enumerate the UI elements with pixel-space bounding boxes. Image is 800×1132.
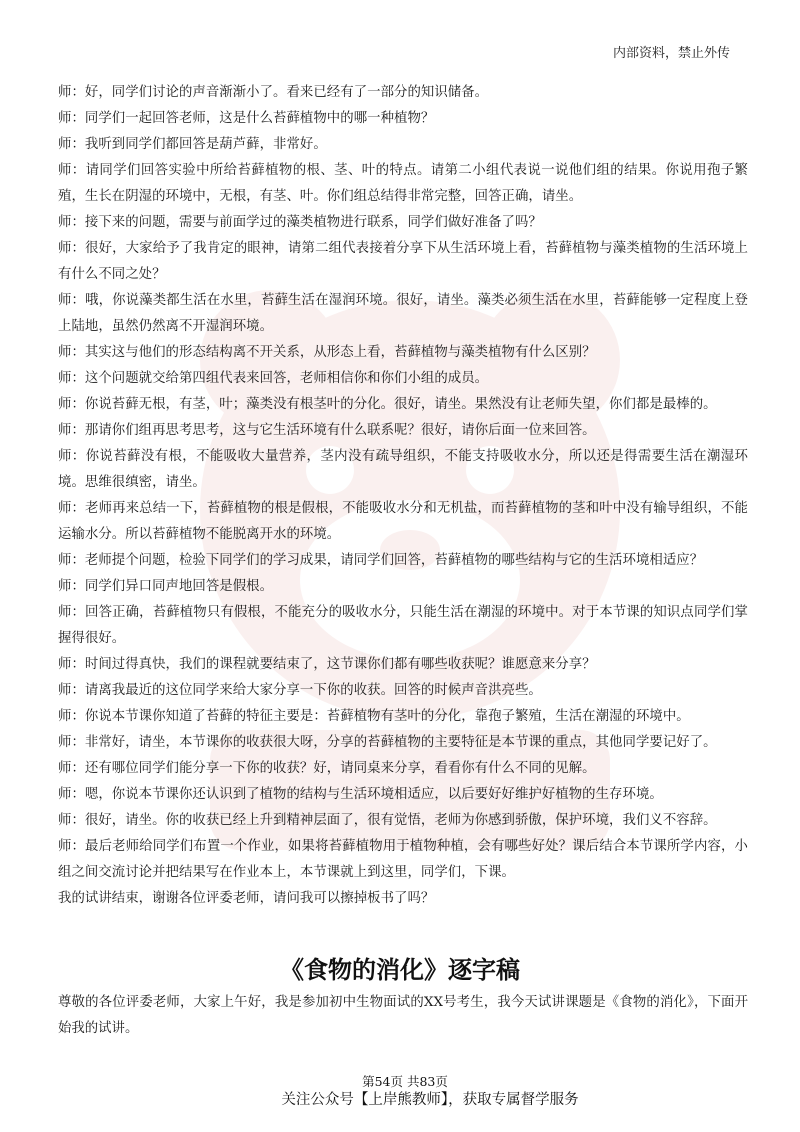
transcript-line: 师：我听到同学们都回答是葫芦藓，非常好。	[58, 137, 327, 152]
footer-promo: 关注公众号【上岸熊教师】，获取专属督学服务	[281, 1092, 579, 1108]
transcript-line: 师：那请你们组再思考思考，这与它生活环境有什么联系呢？很好，请你后面一位来回答。	[58, 423, 596, 438]
transcript-line: 师：很好，大家给予了我肯定的眼神，请第二组代表接着分享下从生活环境上看，苔藓植物与藻类植物的生活环境上有什么不同之处？	[58, 241, 748, 282]
transcript-line: 师：老师再来总结一下，苔藓植物的根是假根，不能吸收水分和无机盐，而苔藓植物的茎和叶中没有输导组织，不能运输水分。所以苔藓植物不能脱离开水的环境。	[58, 501, 748, 542]
transcript-line: 师：请同学们回答实验中所给苔藓植物的根、茎、叶的特点。请第二小组代表说一说他们组的结果。你说用孢子繁殖，生长在阴湿的环境中，无根，有茎、叶。你们组总结得非常完整，回答正确，请坐。	[58, 163, 748, 204]
transcript-line: 师：老师提个问题，检验下同学们的学习成果，请同学们回答，苔藓植物的哪些结构与它的生活环境相适应？	[58, 553, 704, 568]
transcript-line: 师：同学们异口同声地回答是假根。	[58, 579, 274, 594]
transcript-line: 师：同学们一起回答老师，这是什么苔藓植物中的哪一种植物？	[58, 111, 435, 126]
transcript-line: 师：非常好，请坐，本节课你的收获很大呀，分享的苔藓植物的主要特征是本节课的重点，其他同学要记好了。	[58, 735, 717, 750]
transcript-line: 师：你说苔藓无根，有茎，叶；藻类没有根茎叶的分化。很好，请坐。果然没有让老师失望，你们都是最棒的。	[58, 397, 717, 412]
transcript-line: 师：请离我最近的这位同学来给大家分享一下你的收获。回答的时候声音洪亮些。	[58, 683, 542, 698]
transcript-line: 师：这个问题就交给第四组代表来回答，老师相信你和你们小组的成员。	[58, 371, 489, 386]
transcript-line: 师：哦，你说藻类都生活在水里，苔藓生活在湿润环境。很好，请坐。藻类必须生活在水里，苔藓能够一定程度上登上陆地，虽然仍然离不开湿润环境。	[58, 293, 748, 334]
transcript-line: 师：你说苔藓没有根，不能吸收大量营养，茎内没有疏导组织，不能支持吸收水分，所以还是得需要生活在潮湿环境。思维很缜密，请坐。	[58, 449, 748, 490]
transcript-line: 师：很好，请坐。你的收获已经上升到精神层面了，很有觉悟，老师为你感到骄傲，保护环境，我们义不容辞。	[58, 813, 717, 828]
transcript-body	[58, 80, 748, 912]
transcript-line: 师：其实这与他们的形态结构离不开关系，从形态上看，苔藓植物与藻类植物有什么区别？	[58, 345, 596, 360]
confidential-note: 内部资料，禁止外传	[612, 46, 730, 61]
transcript-line: 师：还有哪位同学们能分享一下你的收获？好，请同桌来分享，看看你有什么不同的见解。	[58, 761, 596, 776]
transcript-line: 师：最后老师给同学们布置一个作业，如果将苔藓植物用于植物种植，会有哪些好处？课后结合本节课所学内容，小组之间交流讨论并把结果写在作业本上，本节课就上到这里，同学们，下课。	[58, 839, 748, 880]
section-title: 《食物的消化》逐字稿	[280, 955, 520, 984]
page-number: 第54页 共83页	[362, 1074, 448, 1089]
section-intro: 尊敬的各位评委老师，大家上午好，我是参加初中生物面试的XX号考生，我今天试讲课题是《食物的消化》，下面开始我的试讲。	[58, 995, 748, 1036]
transcript-line: 师：好，同学们讨论的声音渐渐小了。看来已经有了一部分的知识储备。	[58, 85, 489, 100]
transcript-line: 师：嗯，你说本节课你还认识到了植物的结构与生活环境相适应，以后要好好维护好植物的生存环境。	[58, 787, 663, 802]
transcript-line: 师：你说本节课你知道了苔藓的特征主要是：苔藓植物有茎叶的分化，靠孢子繁殖，生活在潮湿的环境中。	[58, 709, 690, 724]
transcript-line: 师：接下来的问题，需要与前面学过的藻类植物进行联系，同学们做好准备了吗？	[58, 215, 542, 230]
transcript-closing: 我的试讲结束，谢谢各位评委老师，请问我可以擦掉板书了吗？	[58, 891, 435, 906]
transcript-line: 师：时间过得真快，我们的课程就要结束了，这节课你们都有哪些收获呢？谁愿意来分享？	[58, 657, 596, 672]
transcript-line: 师：回答正确，苔藓植物只有假根，不能充分的吸收水分，只能生活在潮湿的环境中。对于本节课的知识点同学们掌握得很好。	[58, 605, 748, 646]
